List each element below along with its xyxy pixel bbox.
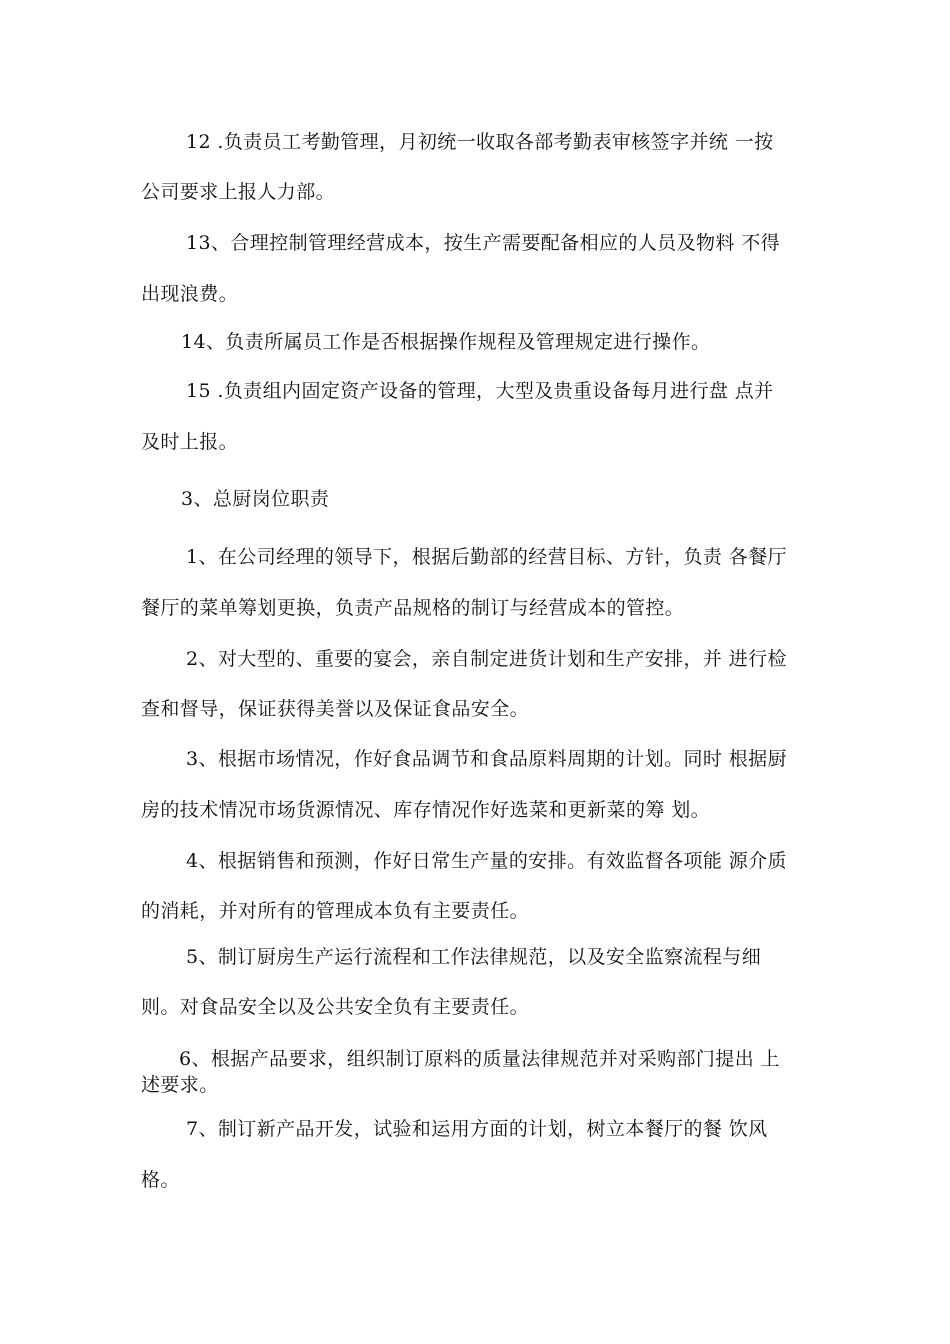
duty-7-line-1: 7、制订新产品开发，试验和运用方面的计划，树立本餐厅的餐 饮风	[186, 1118, 768, 1140]
item-14-line-1: 14、负责所属员工作是否根据操作规程及管理规定进行操作。	[181, 331, 711, 353]
item-12-line-2: 公司要求上报人力部。	[141, 181, 336, 203]
duty-7-line-2: 格。	[141, 1169, 180, 1191]
duty-1-line-2: 餐厅的菜单筹划更换，负责产品规格的制订与经营成本的管控。	[141, 597, 685, 619]
item-12-line-1: 12 .负责员工考勤管理，月初统一收取各部考勤表审核签字并统 一按	[186, 131, 774, 153]
duty-6-line-1: 6、根据产品要求，组织制订原料的质量法律规范并对采购部门提出 上	[179, 1048, 780, 1070]
item-15-line-2: 及时上报。	[141, 431, 239, 453]
duty-3-line-1: 3、根据市场情况，作好食品调节和食品原料周期的计划。同时 根据厨	[186, 748, 787, 770]
duty-4-line-1: 4、根据销售和预测，作好日常生产量的安排。有效监督各项能 源介质	[186, 850, 787, 872]
item-15-line-1: 15 .负责组内固定资产设备的管理，大型及贵重设备每月进行盘 点并	[186, 380, 774, 402]
duty-4-line-2: 的消耗，并对所有的管理成本负有主要责任。	[141, 900, 530, 922]
section-heading: 3、总厨岗位职责	[181, 488, 330, 510]
duty-3-line-2: 房的技术情况市场货源情况、库存情况作好选菜和更新菜的筹 划。	[141, 799, 711, 821]
item-13-line-1: 13、合理控制管理经营成本，按生产需要配备相应的人员及物料 不得	[186, 232, 781, 254]
duty-2-line-1: 2、对大型的、重要的宴会，亲自制定进货计划和生产安排，并 进行检	[186, 648, 787, 670]
duty-1-line-1: 1、在公司经理的领导下，根据后勤部的经营目标、方针，负责 各餐厅	[186, 546, 787, 568]
duty-5-line-1: 5、制订厨房生产运行流程和工作法律规范，以及安全监察流程与细	[186, 946, 762, 968]
item-13-line-2: 出现浪费。	[141, 283, 239, 305]
duty-2-line-2: 查和督导，保证获得美誉以及保证食品安全。	[141, 698, 530, 720]
duty-5-line-2: 则。对食品安全以及公共安全负有主要责任。	[141, 996, 530, 1018]
duty-6-line-2: 述要求。	[141, 1074, 219, 1096]
